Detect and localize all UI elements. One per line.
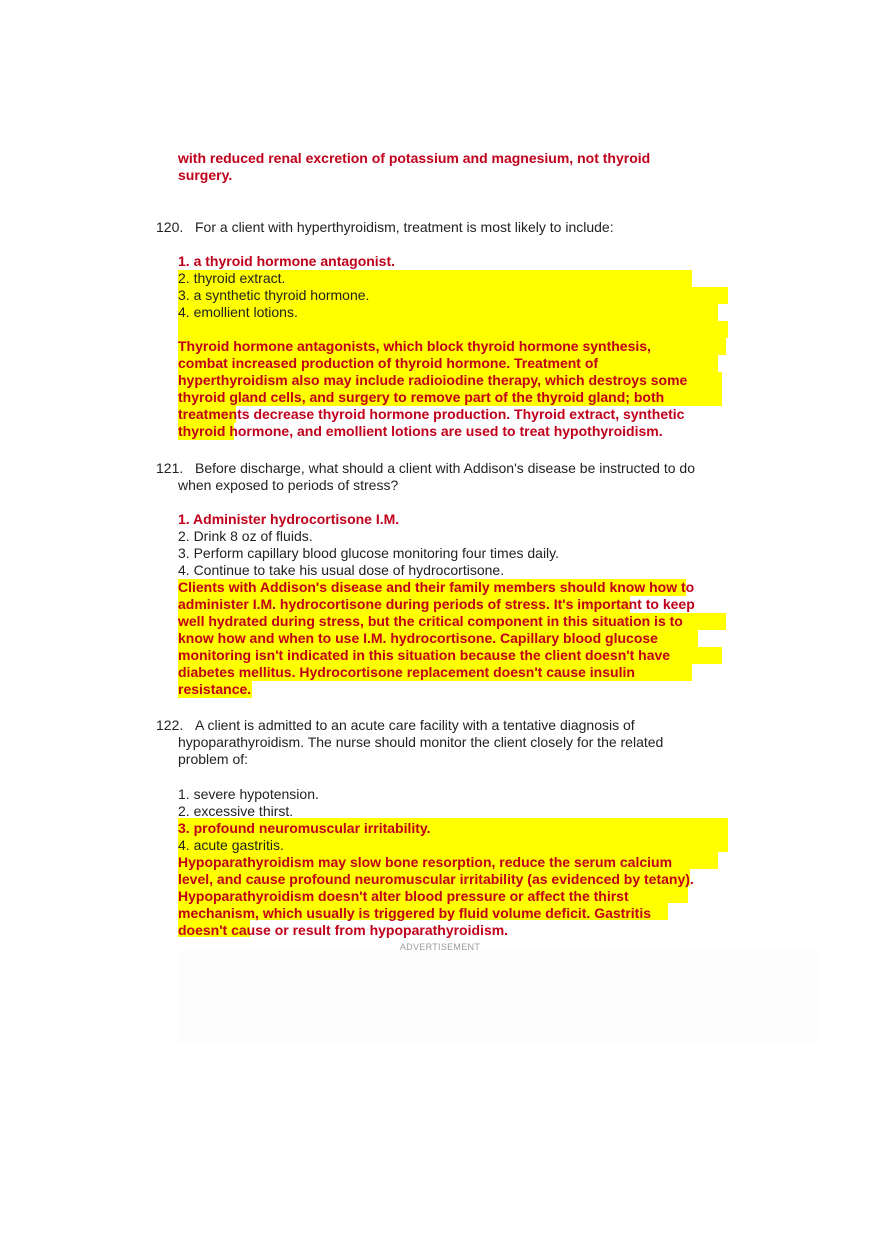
question-text: Before discharge, what should a client with Addison's disease be instructed to do [195, 460, 695, 476]
question-text: A client is admitted to an acute care facility with a tentative diagnosis of [195, 717, 635, 733]
option: 4. emollient lotions. [178, 304, 298, 320]
rationale-line: surgery. [178, 167, 233, 183]
rationale-line: hyperthyroidism also may include radioiodine therapy, which destroys some [178, 372, 688, 388]
question-120 [156, 219, 614, 236]
question-number: 121. [156, 460, 184, 476]
highlight-block [178, 321, 728, 338]
rationale-line: know how and when to use I.M. hydrocortisone. Capillary blood glucose [178, 630, 658, 646]
option: 3. Perform capillary blood glucose monitoring four times daily. [178, 545, 560, 561]
rationale-line: well hydrated during stress, but the critical component in this situation is to [178, 613, 683, 629]
question-number: 120. [156, 219, 184, 235]
rationale-line: Hypoparathyroidism doesn't alter blood pressure or affect the thirst [178, 888, 629, 904]
question-122 [156, 717, 663, 768]
rationale-line: level, and cause profound neuromuscular irritability (as evidenced by tetany). [178, 871, 694, 887]
rationale-line: thyroid gland cells, and surgery to remove part of the thyroid gland; both [178, 389, 665, 405]
rationale-line: Clients with Addison's disease and their family members should know how to [178, 579, 695, 595]
advertisement-label: ADVERTISEMENT [399, 942, 481, 952]
option: 2. thyroid extract. [178, 270, 286, 286]
rationale-fragment [178, 150, 650, 184]
rationale-line: Thyroid hormone antagonists, which block thyroid hormone synthesis, [178, 338, 651, 354]
question-text: hypoparathyroidism. The nurse should monitor the client closely for the related [178, 734, 664, 750]
rationale-line: Hypoparathyroidism may slow bone resorption, reduce the serum calcium [178, 854, 673, 870]
option: 3. a synthetic thyroid hormone. [178, 287, 370, 303]
correct-option: 3. profound neuromuscular irritability. [178, 820, 431, 836]
rationale-line: diabetes mellitus. Hydrocortisone replacement doesn't cause insulin [178, 664, 635, 680]
option: 2. Drink 8 oz of fluids. [178, 528, 313, 544]
question-text: when exposed to periods of stress? [178, 477, 399, 493]
rationale-line: thyroid hormone, and emollient lotions are used to treat hypothyroidism. [178, 423, 663, 439]
question-text: problem of: [178, 751, 249, 767]
options-121 [178, 511, 559, 579]
rationale-line: monitoring isn't indicated in this situation because the client doesn't have [178, 647, 671, 663]
option: 4. Continue to take his usual dose of hydrocortisone. [178, 562, 505, 578]
correct-option: 1. a thyroid hormone antagonist. [178, 253, 396, 269]
rationale-line: treatments decrease thyroid hormone production. Thyroid extract, synthetic [178, 406, 685, 422]
option: 2. excessive thirst. [178, 803, 294, 819]
rationale-line: combat increased production of thyroid hormone. Treatment of [178, 355, 599, 371]
rationale-122 [178, 854, 694, 939]
options-120 [178, 253, 395, 321]
rationale-line: with reduced renal excretion of potassium and magnesium, not thyroid [178, 150, 651, 166]
rationale-line: resistance. [178, 681, 252, 697]
advertisement-slot[interactable] [178, 950, 818, 1043]
rationale-line: doesn't cause or result from hypoparathyroidism. [178, 922, 509, 938]
rationale-120 [178, 338, 687, 440]
correct-option: 1. Administer hydrocortisone I.M. [178, 511, 400, 527]
rationale-line: mechanism, which usually is triggered by fluid volume deficit. Gastritis [178, 905, 652, 921]
rationale-121 [178, 579, 695, 698]
question-121 [156, 460, 695, 494]
option: 1. severe hypotension. [178, 786, 319, 802]
rationale-line: administer I.M. hydrocortisone during periods of stress. It's important to keep [178, 596, 695, 612]
option: 4. acute gastritis. [178, 837, 284, 853]
question-number: 122. [156, 717, 184, 733]
question-text: For a client with hyperthyroidism, treatment is most likely to include: [195, 219, 614, 235]
options-122 [178, 786, 431, 854]
